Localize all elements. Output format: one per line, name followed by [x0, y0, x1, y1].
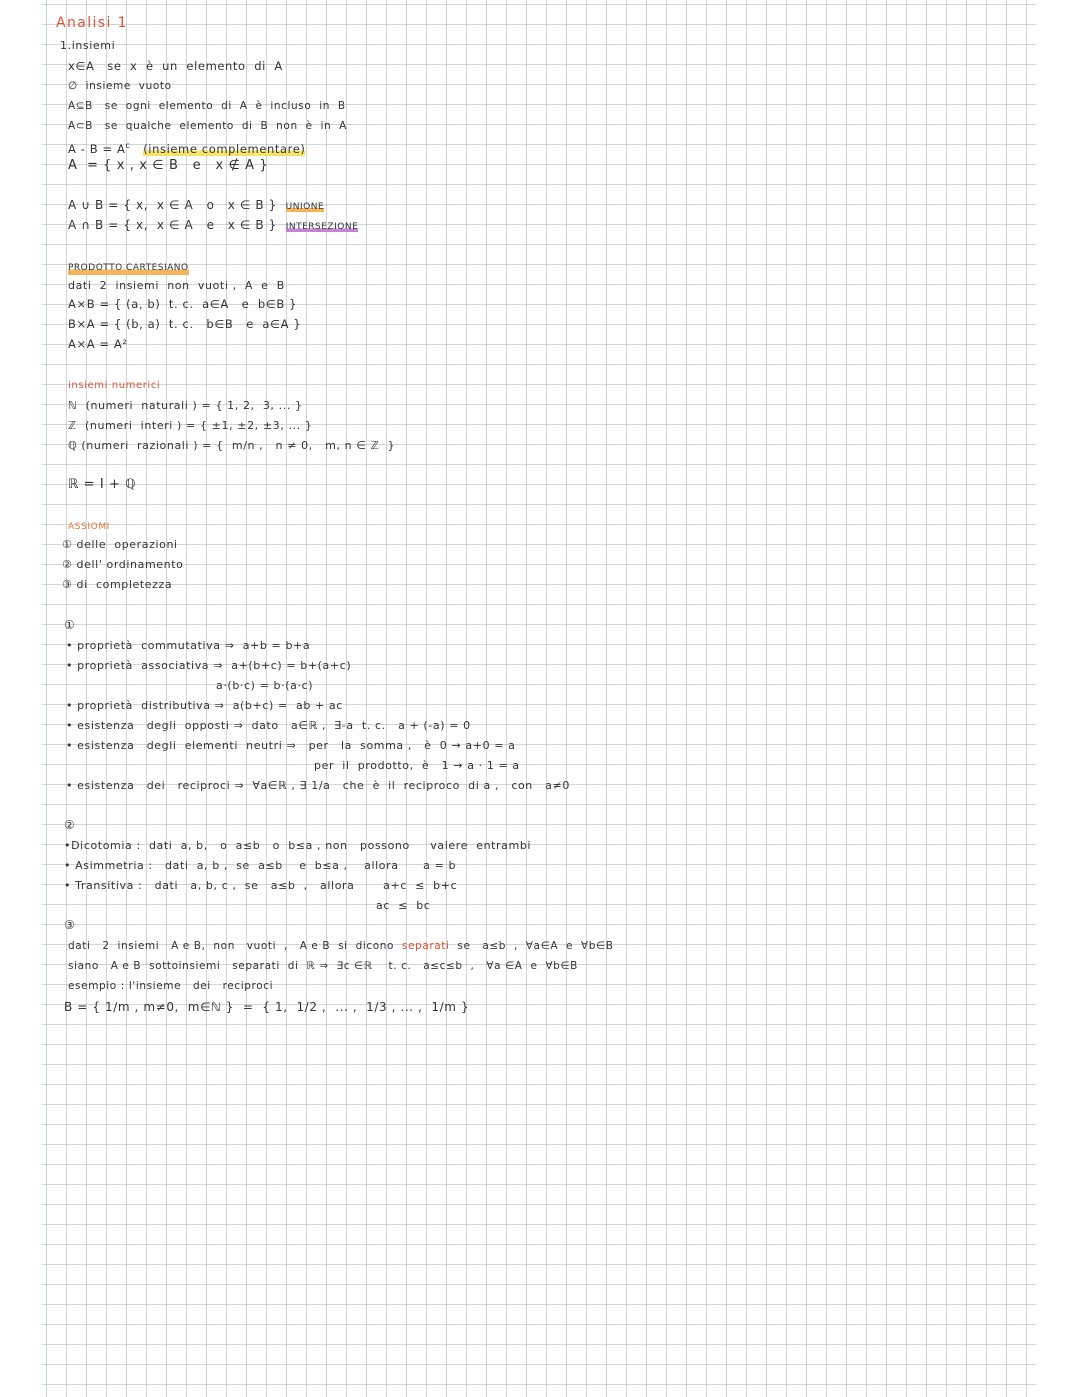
- note-line: ℚ (numeri razionali ) = { m/n , n ≠ 0, m, n ∈ ℤ }: [68, 439, 396, 452]
- order-line: • Transitiva : dati a, b, c , se a≤b , allora a+c ≤ b+c: [64, 879, 458, 892]
- complement-definition: A = { x , x ∈ B e x ∉ A }: [68, 158, 269, 173]
- note-line: ℕ (numeri naturali ) = { 1, 2, 3, ... }: [68, 399, 303, 412]
- block-marker-2: ②: [64, 818, 76, 832]
- note-line: A×B = { (a, b) t. c. a∈A e b∈B }: [68, 297, 298, 311]
- completeness-line: [68, 939, 614, 953]
- order-line: ac ≤ bc: [376, 899, 431, 912]
- note-line: dati 2 insiemi non vuoti , A e B: [68, 279, 285, 292]
- intersection-definition: [68, 218, 358, 234]
- intersection-label: INTERSEZIONE: [285, 222, 359, 232]
- property-line: a·(b·c) = b·(a·c): [216, 679, 314, 692]
- completeness-line: esempio : l'insieme dei reciproci: [68, 980, 274, 992]
- completeness-text-start: dati 2 insiemi A e B, non vuoti , A e B si dicono: [68, 940, 402, 952]
- union-label: UNIONE: [285, 202, 325, 212]
- property-line: • proprietà distributiva ⇒ a(b+c) = ab + ac: [66, 699, 343, 712]
- page-title: Analisi 1: [56, 15, 128, 31]
- intersection-formula: A ∩ B = { x, x ∈ A e x ∈ B }: [68, 218, 277, 232]
- complement-note: (insieme complementare): [143, 141, 306, 156]
- numeric-sets-heading: insiemi numerici: [68, 380, 161, 391]
- axiom-item: ③ di completezza: [62, 578, 173, 591]
- reals-definition: ℝ = I + ℚ: [68, 477, 137, 492]
- property-line: • proprietà associativa ⇒ a+(b+c) = b+(a+c): [66, 659, 352, 672]
- note-line: B×A = { (b, a) t. c. b∈B e a∈A }: [68, 317, 302, 331]
- complement-formula: A - B = A: [68, 141, 126, 156]
- reciprocal-set-example: B = { 1/m , m≠0, m∈ℕ } = { 1, 1/2 , ... , 1/3 , ... , 1/m }: [64, 1000, 470, 1014]
- order-line: • Asimmetria : dati a, b , se a≤b e b≤a , allora a = b: [64, 859, 457, 872]
- note-line: A⊂B se qualche elemento di B non è in A: [68, 120, 347, 132]
- axioms-heading: ASSIOMI: [68, 522, 110, 532]
- separated-keyword: separati: [401, 940, 450, 952]
- note-line-complement: $A - B = A^c$ (insieme complementare): [68, 141, 306, 156]
- axiom-item: ② dell' ordinamento: [62, 558, 184, 571]
- block-marker-1: ①: [64, 618, 76, 632]
- property-line: per il prodotto, è 1 → a · 1 = a: [314, 759, 520, 772]
- page-left-margin: [0, 0, 44, 1397]
- page-right-margin: [1034, 0, 1080, 1397]
- section-heading-insiemi: 1.insiemi: [60, 39, 116, 52]
- note-line: ℤ (numeri interi ) = { ±1, ±2, ±3, ... }: [68, 419, 313, 432]
- property-line: • esistenza dei reciproci ⇒ ∀a∈ℝ , ∃ 1/a che è il reciproco di a , con a≠0: [66, 779, 570, 792]
- completeness-line: siano A e B sottoinsiemi separati di ℝ ⇒ ∃c ∈ℝ t. c. a≤c≤b , ∀a ∈A e ∀b∈B: [68, 960, 578, 972]
- property-line: • proprietà commutativa ⇒ a+b = b+a: [66, 639, 311, 652]
- block-marker-3: ③: [64, 918, 76, 932]
- union-definition: [68, 198, 324, 214]
- order-line: •Dicotomia : dati a, b, o a≤b o b≤a , non possono valere entrambi: [64, 839, 532, 852]
- note-line: ∅ insieme vuoto: [68, 80, 172, 92]
- property-line: • esistenza degli opposti ⇒ dato a∈ℝ , ∃-a t. c. a + (-a) = 0: [66, 719, 471, 732]
- note-line: x∈A se x è un elemento di A: [68, 59, 283, 73]
- completeness-text-end: se a≤b , ∀a∈A e ∀b∈B: [449, 940, 614, 952]
- axiom-item: ① delle operazioni: [62, 538, 178, 551]
- union-formula: A ∪ B = { x, x ∈ A o x ∈ B }: [68, 198, 277, 212]
- note-line: A⊆B se ogni elemento di A è incluso in B: [68, 100, 346, 112]
- cartesian-heading: PRODOTTO CARTESIANO: [68, 263, 189, 273]
- note-line: A×A = A²: [68, 337, 128, 351]
- property-line: • esistenza degli elementi neutri ⇒ per la somma , è 0 → a+0 = a: [66, 739, 516, 752]
